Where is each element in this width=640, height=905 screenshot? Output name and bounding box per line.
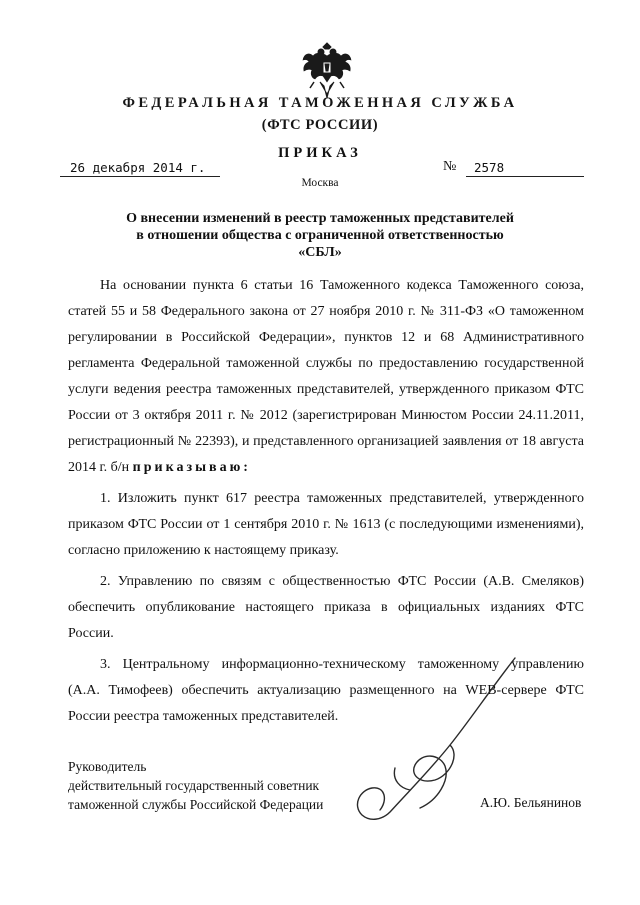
subject-line: в отношении общества с ограниченной ответственностью	[136, 228, 504, 243]
document-type-title: ПРИКАЗ	[278, 145, 362, 161]
document-number: 2578	[474, 160, 505, 175]
number-sign: №	[443, 159, 457, 174]
subject-line: «СБЛ»	[298, 245, 342, 260]
order-item-2: 2. Управлению по связям с общественностью ФТС России (А.В. Смеляков) обеспечить опубликование настоящего приказа в официальных изданиях ФТС России.	[68, 574, 584, 641]
document-city: Москва	[301, 177, 339, 189]
order-item-1: 1. Изложить пункт 617 реестра таможенных представителей, утвержденного приказом ФТС России от 1 сентября 2010 г. № 1613 (с последующими изменениями), согласно приложению к настоящему приказу.	[68, 491, 584, 558]
order-item-3: 3. Центральному информационно-техническому таможенному управлению (А.А. Тимофеев) обеспечить актуализацию размещенного на WEB-сервере ФТС России реестра таможенных представителей.	[68, 657, 584, 724]
preamble-paragraph	[68, 273, 584, 481]
signatory-title-line: действительный государственный советник	[68, 778, 320, 793]
document-subject	[90, 210, 550, 261]
document-date: 26 декабря 2014 г.	[70, 160, 206, 175]
signatory-name: А.Ю. Бельянинов	[480, 795, 582, 810]
state-emblem-icon	[300, 42, 354, 100]
signatory-title-line: Руководитель	[68, 759, 147, 774]
agency-abbreviation: (ФТС РОССИИ)	[261, 117, 379, 133]
signatory-title	[68, 757, 323, 814]
order-word: приказываю:	[132, 460, 251, 475]
preamble-text: На основании пункта 6 статьи 16 Таможенного кодекса Таможенного союза, статей 55 и 58 Федерального закона от 27 ноября 2010 г. № 311-ФЗ «О таможенном регулировании в Российской Федерации», пунктов 12 и 68 Административного регламента Федеральной таможенной службы по предоставлению государственной услуги ведения реестра таможенных представителей, утвержденного приказом ФТС России от 3 октября 2011 г. № 2012 (зарегистрирован Минюстом России 24.11.2011, регистрационный № 22393), и представленного организацией заявления от 18 августа 2014 г. б/н	[68, 278, 584, 475]
signatory-title-line: таможенной службы Российской Федерации	[68, 797, 324, 812]
subject-line: О внесении изменений в реестр таможенных представителей	[126, 211, 514, 226]
agency-name: ФЕДЕРАЛЬНАЯ ТАМОЖЕННАЯ СЛУЖБА	[122, 95, 518, 111]
